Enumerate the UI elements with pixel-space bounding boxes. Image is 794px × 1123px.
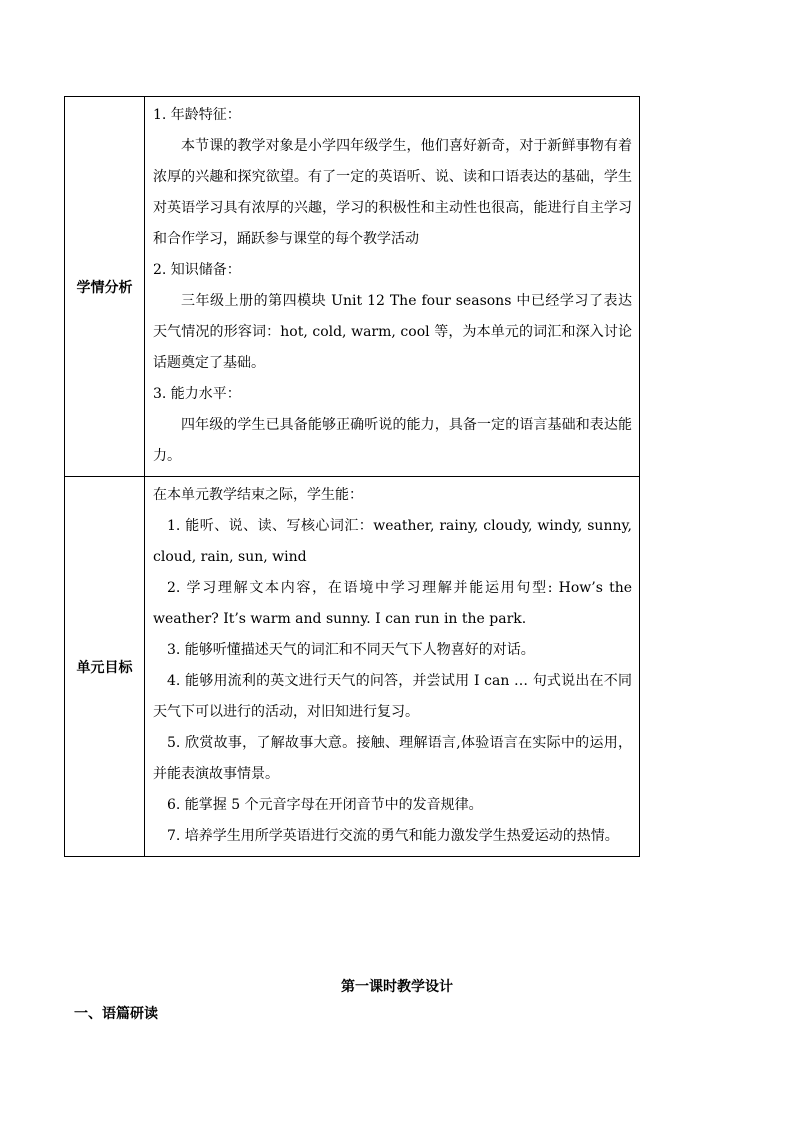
paragraph: 本节课的教学对象是小学四年级学生，他们喜好新奇，对于新鲜事物有着浓厚的兴趣和探究欲望。有了一定的英语听、说、读和口语表达的基础，学生对英语学习具有浓厚的兴趣，学习的积极性和主动性也很高，能进行自主学习和合作学习，踊跃参与课堂的每个教学活动 [153, 138, 632, 247]
row-label: 单元目标 [65, 477, 145, 857]
paragraph: 7. 培养学生用所学英语进行交流的勇气和能力激发学生热爱运动的热情。 [167, 828, 619, 844]
lesson-title: 第一课时教学设计 [341, 979, 453, 995]
paragraph: 4. 能够用流利的英文进行天气的问答，并尝试用 I can … 句式说出在不同天气下可以进行的活动，对旧知进行复习。 [153, 673, 632, 720]
row-content [145, 477, 640, 857]
paragraph: 2. 学习理解文本内容，在语境中学习理解并能运用句型: How’s the weather? It’s warm and sunny. I can run in the park. [153, 580, 632, 627]
lesson-plan-table [64, 96, 640, 857]
table-row-unit-goals [65, 477, 640, 857]
paragraph: 1. 能听、说、读、写核心词汇：weather, rainy, cloudy, windy, sunny, cloud, rain, sun, wind [153, 518, 632, 565]
section-heading: 一、语篇研读 [74, 1006, 158, 1022]
paragraph: 2. 知识储备： [153, 262, 241, 278]
paragraph: 在本单元教学结束之际，学生能： [153, 487, 363, 503]
table-row-learner-analysis [65, 97, 640, 477]
row-content [145, 97, 640, 477]
paragraph: 3. 能力水平： [153, 386, 241, 402]
paragraph: 四年级的学生已具备能够正确听说的能力，具备一定的语言基础和表达能力。 [153, 417, 632, 464]
paragraph: 6. 能掌握 5 个元音字母在开闭音节中的发音规律。 [167, 797, 483, 813]
row-label: 学情分析 [65, 97, 145, 477]
paragraph: 1. 年龄特征： [153, 107, 241, 123]
paragraph: 5. 欣赏故事，了解故事大意。接触、理解语言,体验语言在实际中的运用，并能表演故事情景。 [153, 735, 632, 782]
paragraph: 3. 能够听懂描述天气的词汇和不同天气下人物喜好的对话。 [167, 642, 535, 658]
paragraph: 三年级上册的第四模块 Unit 12 The four seasons 中已经学习了表达天气情况的形容词：hot, cold, warm, cool 等，为本单元的词汇和深入讨论话题奠定了基础。 [153, 293, 632, 371]
